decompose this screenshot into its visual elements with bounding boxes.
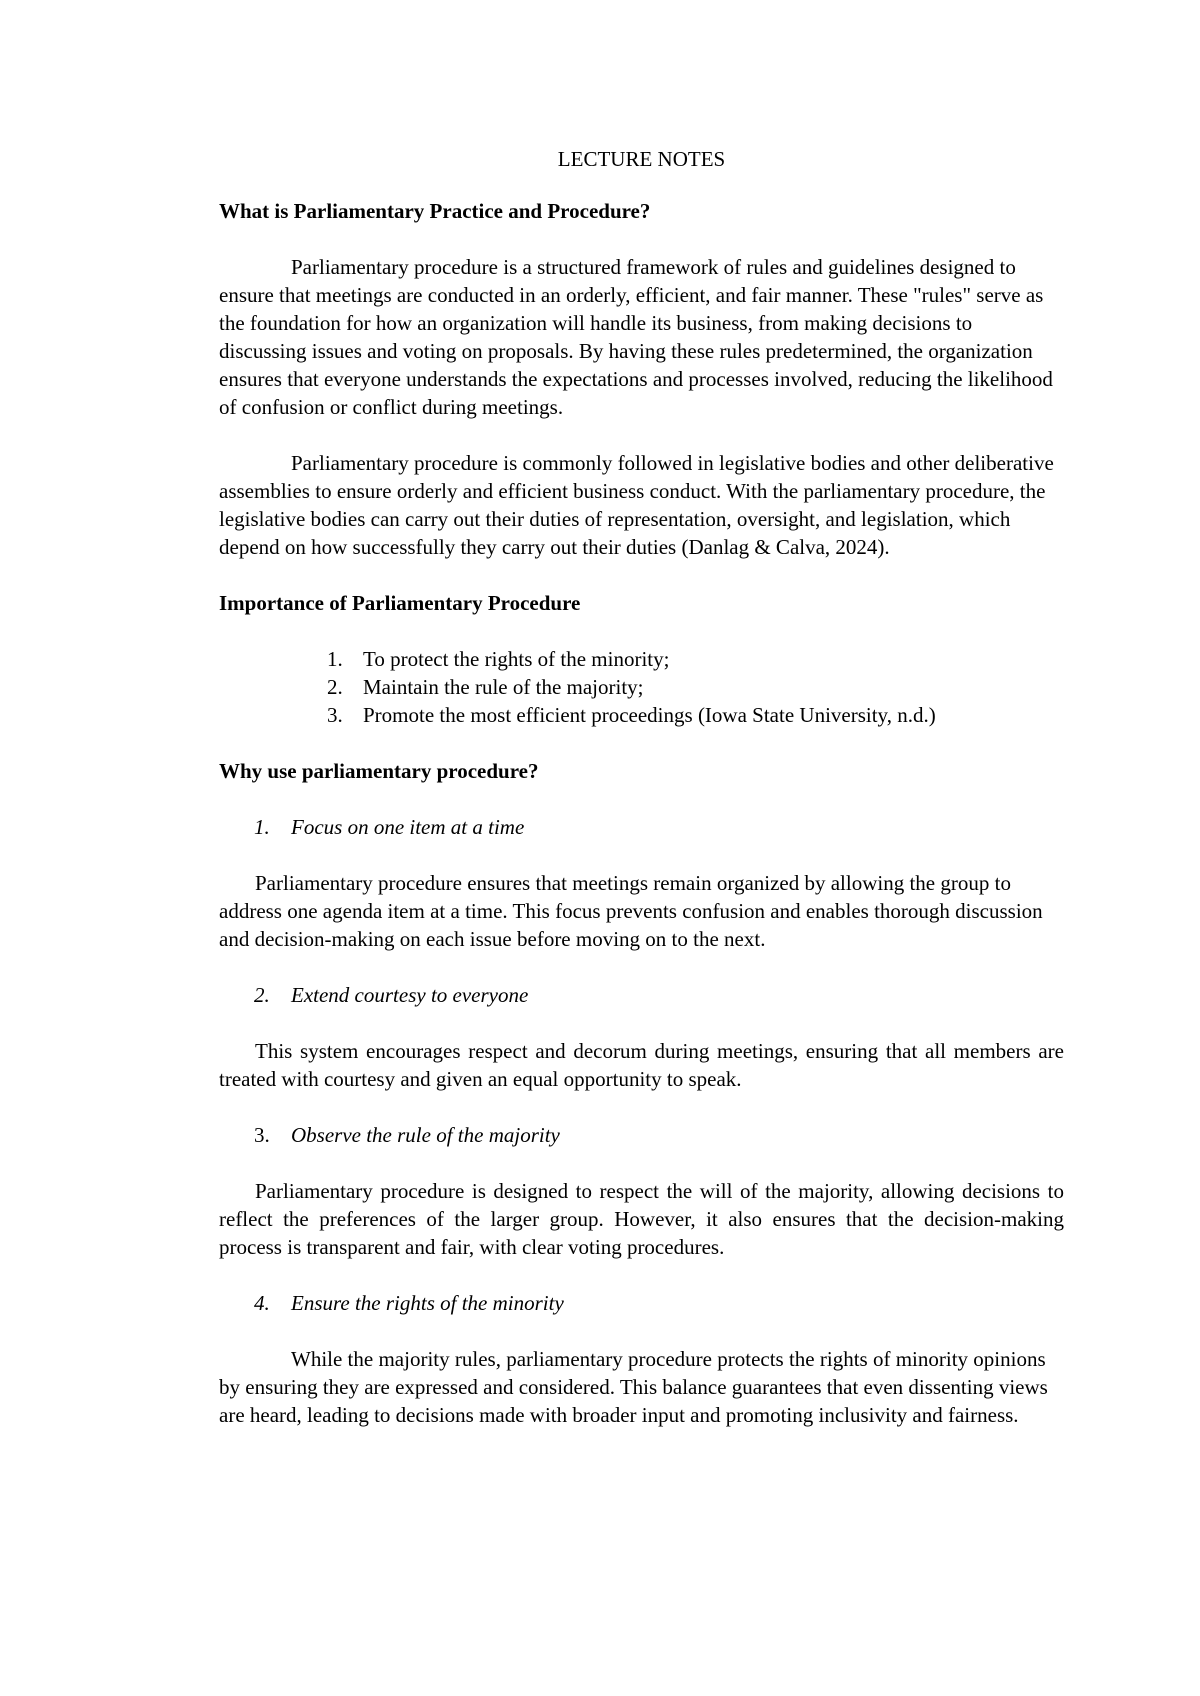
list-item-text: Promote the most efficient proceedings (Iowa State University, n.d.) (363, 703, 936, 727)
list-item-text: To protect the rights of the minority; (363, 647, 670, 671)
reason-title-3 (219, 1121, 1064, 1149)
reason-title-text: Observe the rule of the majority (291, 1123, 560, 1147)
reason-body-3: Parliamentary procedure is designed to respect the will of the majority, allowing decisions to reflect the preferences of the larger group. However, it also ensures that the decision-making process is transparent and fair, with clear voting procedures. (219, 1179, 1064, 1259)
reason-title-2 (219, 981, 1064, 1009)
list-item-number: 1. (327, 647, 343, 671)
paragraph-legislative-use: Parliamentary procedure is commonly followed in legislative bodies and other deliberative assemblies to ensure orderly and efficient business conduct. With the parliamentary procedure, the legislative bodies can carry out their duties of representation, oversight, and legislation, which depend on how successfully they carry out their duties (Danlag & Calva, 2024). (219, 451, 1054, 559)
section-heading-what-is: What is Parliamentary Practice and Procedure? (219, 199, 651, 223)
reason-body-1: Parliamentary procedure ensures that meetings remain organized by allowing the group to address one agenda item at a time. This focus prevents confusion and enables thorough discussion and decision-making on each issue before moving on to the next. (219, 871, 1043, 951)
document-body (219, 145, 1064, 1457)
reason-title-text: Focus on one item at a time (291, 815, 525, 839)
list-item-number: 3. (327, 703, 343, 727)
reason-number: 1. (254, 815, 270, 839)
list-item-number: 2. (327, 675, 343, 699)
section-heading-importance: Importance of Parliamentary Procedure (219, 591, 581, 615)
reason-body-4: While the majority rules, parliamentary procedure protects the rights of minority opinions by ensuring they are expressed and considered. This balance guarantees that even dissenting views are heard, leading to decisions made with broader input and promoting inclusivity and fairness. (219, 1347, 1048, 1427)
list-item (219, 673, 1064, 701)
importance-list (219, 645, 1064, 729)
reason-number: 4. (254, 1291, 270, 1315)
list-item (219, 701, 1064, 729)
reason-number: 3. (254, 1123, 270, 1147)
reason-title-text: Ensure the rights of the minority (291, 1291, 564, 1315)
reason-title-1 (219, 813, 1064, 841)
list-item (219, 645, 1064, 673)
reason-title-4 (219, 1289, 1064, 1317)
reason-body-2: This system encourages respect and decorum during meetings, ensuring that all members are treated with courtesy and given an equal opportunity to speak. (219, 1039, 1064, 1091)
paragraph-definition: Parliamentary procedure is a structured framework of rules and guidelines designed to ensure that meetings are conducted in an orderly, efficient, and fair manner. These "rules" serve as the foundation for how an organization will handle its business, from making decisions to discussing issues and voting on proposals. By having these rules predetermined, the organization ensures that everyone understands the expectations and processes involved, reducing the likelihood of confusion or conflict during meetings. (219, 255, 1053, 419)
reason-title-text: Extend courtesy to everyone (291, 983, 529, 1007)
document-title: LECTURE NOTES (557, 147, 726, 171)
section-heading-why-use: Why use parliamentary procedure? (219, 759, 539, 783)
reason-number: 2. (254, 983, 270, 1007)
list-item-text: Maintain the rule of the majority; (363, 675, 644, 699)
